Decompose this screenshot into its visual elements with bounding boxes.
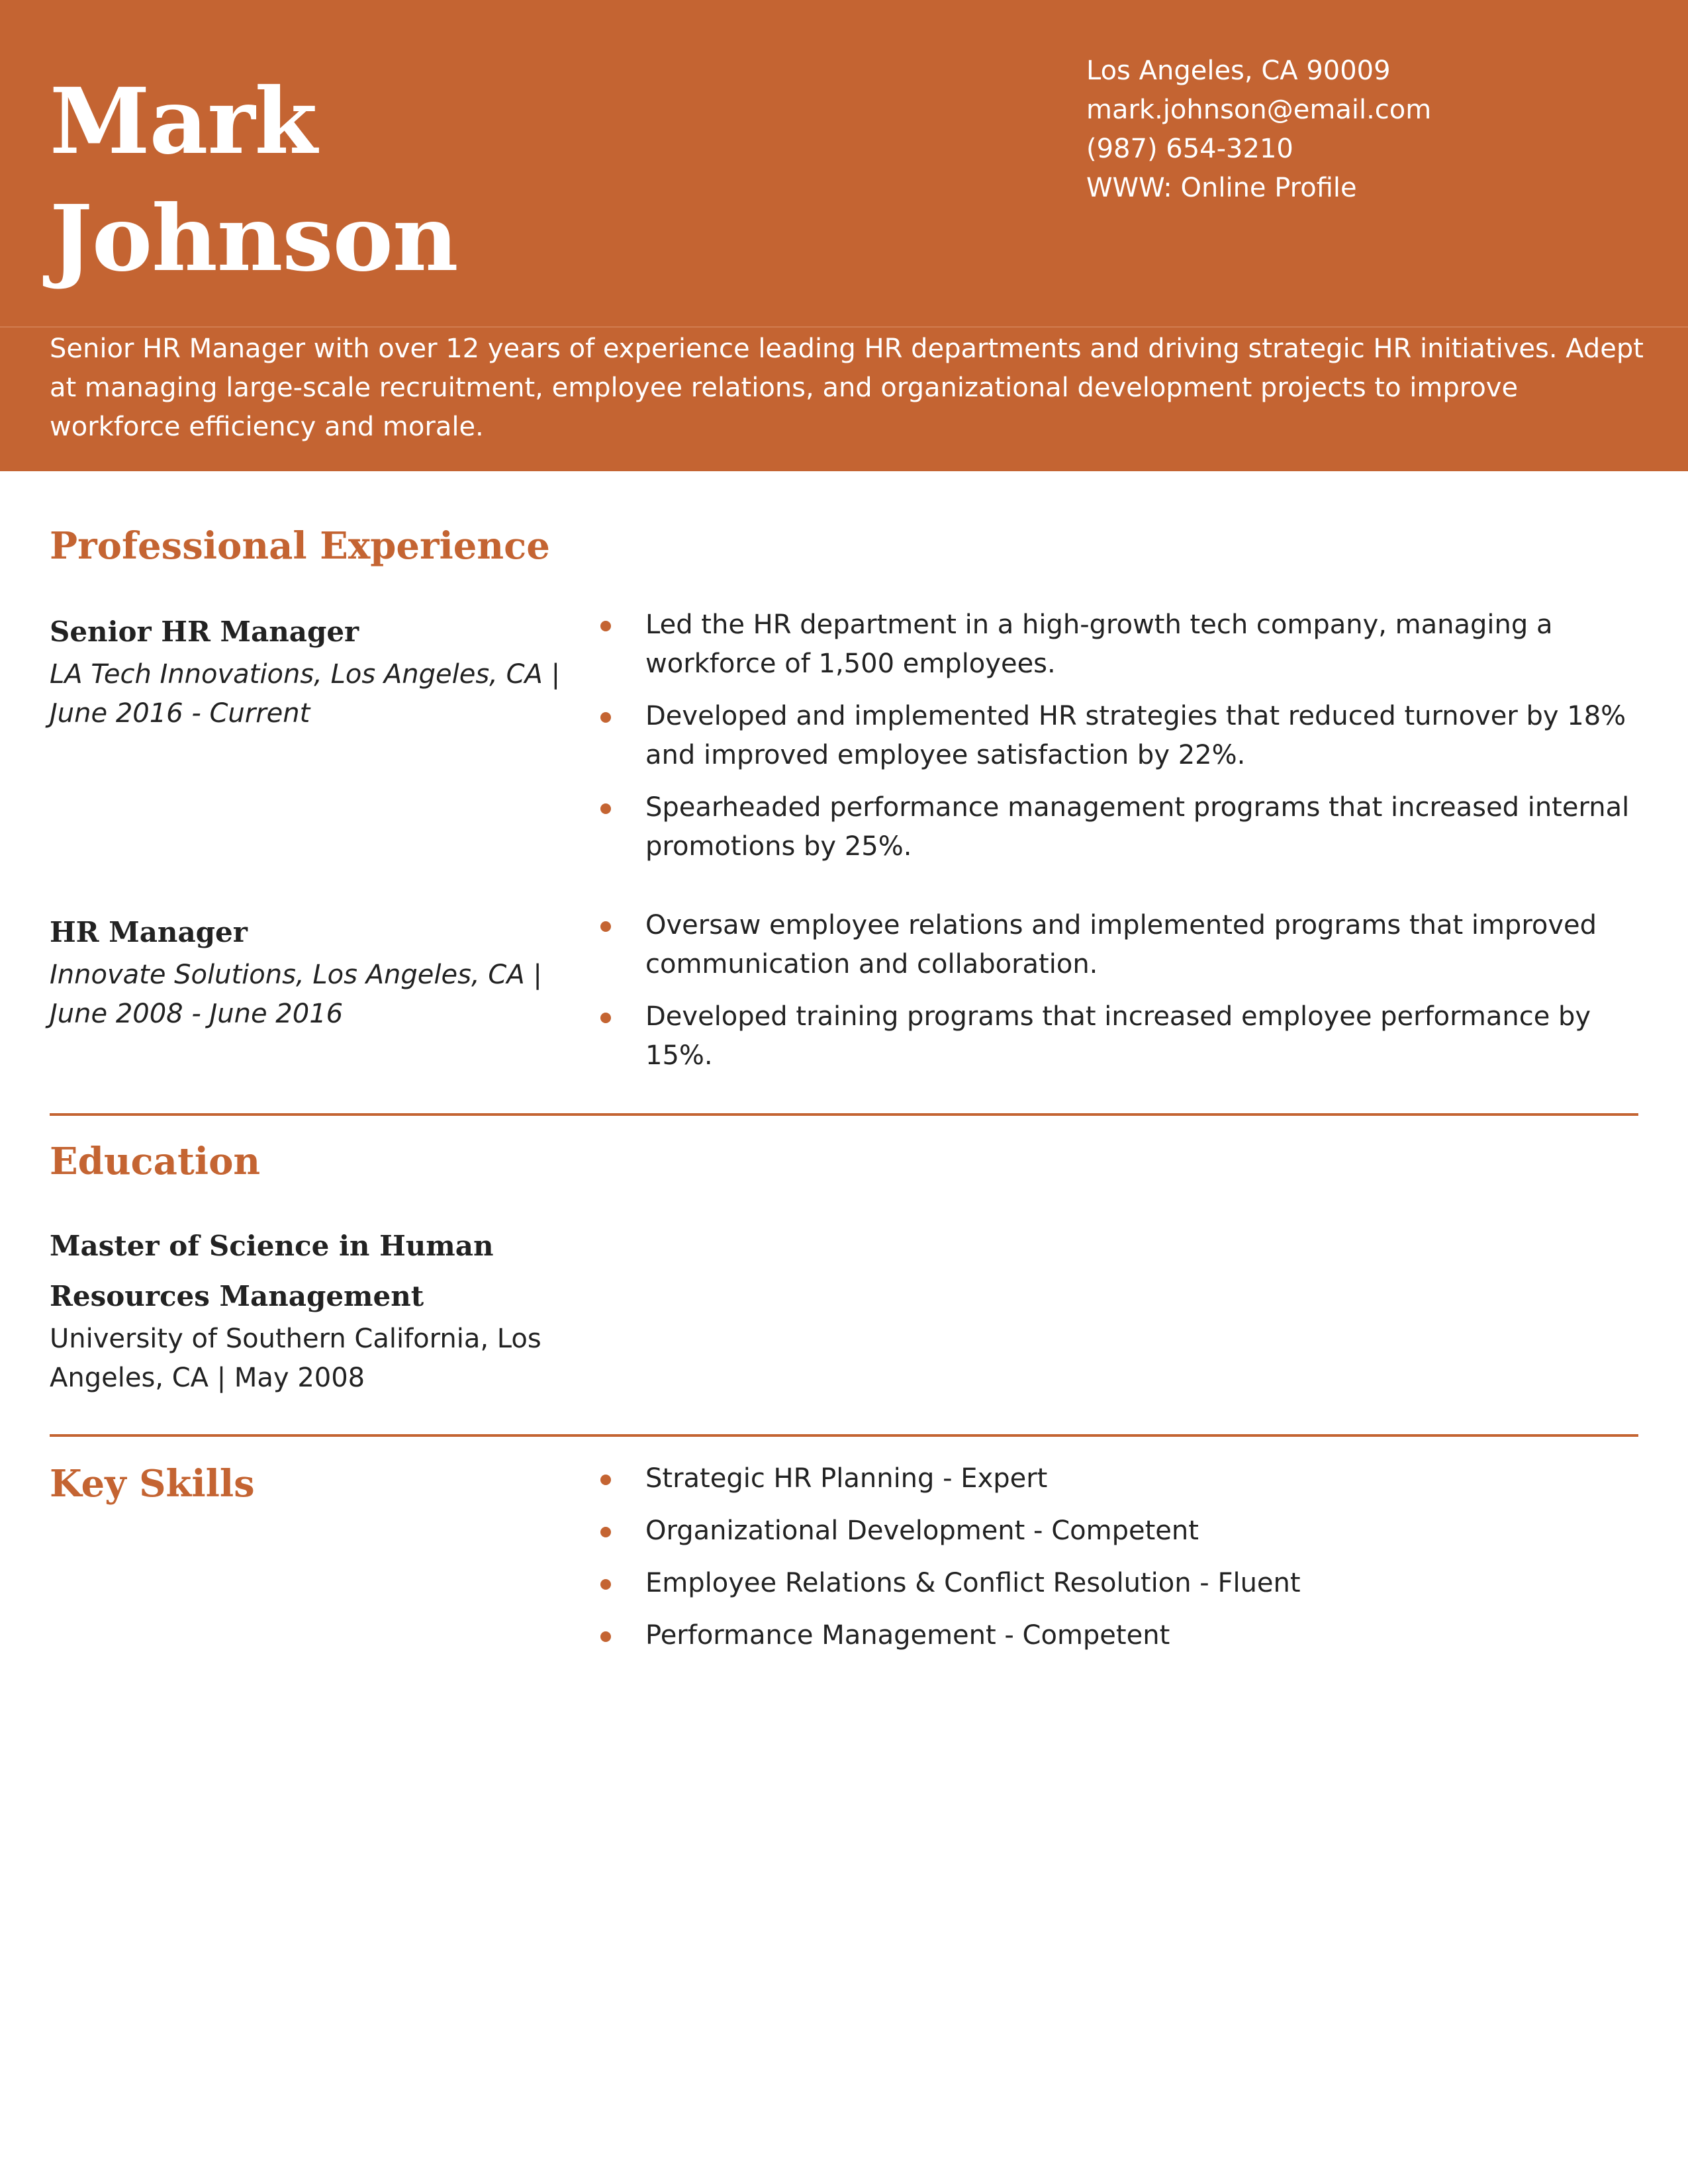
job-title: HR Manager — [50, 916, 248, 948]
bullet-item — [599, 606, 1645, 684]
skill-item — [599, 1616, 1645, 1655]
bullet-text: Oversaw employee relations and implemented programs that improved communication and collaboration. — [645, 910, 1597, 979]
skill-item — [599, 1564, 1645, 1603]
skill-text: Organizational Development - Competent — [645, 1516, 1199, 1546]
job-meta: LA Tech Innovations, Los Angeles, CA | June 2016 - Current — [50, 659, 561, 729]
section-divider — [50, 1434, 1638, 1437]
last-name: Johnson — [50, 185, 458, 292]
skill-text: Performance Management - Competent — [645, 1620, 1170, 1651]
bullet-dot-icon — [600, 1527, 611, 1537]
skills-section-title: Key Skills — [50, 1462, 255, 1506]
professional-summary: Senior HR Manager with over 12 years of experience leading HR departments and driving strategic HR initiatives. Adept at managing large-scale recruitment, employee relations, and organizational development projects to improve workforce efficiency and morale. — [50, 334, 1644, 442]
bullet-dot-icon — [600, 621, 611, 631]
bullet-text: Led the HR department in a high-growth tech company, managing a workforce of 1,500 employees. — [645, 610, 1553, 679]
skill-text: Strategic HR Planning - Expert — [645, 1463, 1048, 1494]
contact-location: Los Angeles, CA 90009 — [1086, 56, 1391, 86]
bullet-dot-icon — [600, 803, 611, 814]
bullet-text: Developed training programs that increased employee performance by 15%. — [645, 1001, 1591, 1071]
skills-list — [599, 1459, 1645, 1668]
bullet-text: Developed and implemented HR strategies that reduced turnover by 18% and improved employee satisfaction by 22%. — [645, 701, 1626, 770]
header-divider — [0, 326, 1688, 328]
bullet-text: Spearheaded performance management programs that increased internal promotions by 25%. — [645, 792, 1630, 862]
bullet-dot-icon — [600, 921, 611, 932]
candidate-name — [50, 63, 458, 297]
bullet-item — [599, 697, 1645, 775]
bullet-dot-icon — [600, 1579, 611, 1590]
job-title: Senior HR Manager — [50, 615, 359, 648]
bullet-dot-icon — [600, 1631, 611, 1642]
contact-email[interactable]: mark.johnson@email.com — [1086, 95, 1432, 125]
skill-text: Employee Relations & Conflict Resolution - Fluent — [645, 1568, 1301, 1598]
skill-item — [599, 1512, 1645, 1551]
bullet-dot-icon — [600, 1013, 611, 1023]
job-meta: Innovate Solutions, Los Angeles, CA | June 2008 - June 2016 — [50, 960, 542, 1029]
first-name: Mark — [50, 68, 317, 175]
experience-section-title: Professional Experience — [50, 524, 550, 568]
contact-website[interactable]: WWW: Online Profile — [1086, 173, 1357, 203]
bullet-item — [599, 906, 1645, 984]
section-divider — [50, 1113, 1638, 1116]
contact-phone: (987) 654-3210 — [1086, 134, 1293, 164]
bullet-dot-icon — [600, 1475, 611, 1485]
bullet-item — [599, 997, 1645, 1075]
education-section-title: Education — [50, 1140, 261, 1183]
contact-info — [1086, 52, 1431, 208]
job-bullets — [599, 906, 1645, 1089]
job-bullets — [599, 606, 1645, 880]
resume-header — [0, 0, 1688, 471]
bullet-dot-icon — [600, 712, 611, 723]
skill-item — [599, 1459, 1645, 1498]
school-info: University of Southern California, Los Angeles, CA | May 2008 — [50, 1324, 541, 1393]
degree-title: Master of Science in Human Resources Management — [50, 1230, 494, 1312]
bullet-item — [599, 788, 1645, 866]
